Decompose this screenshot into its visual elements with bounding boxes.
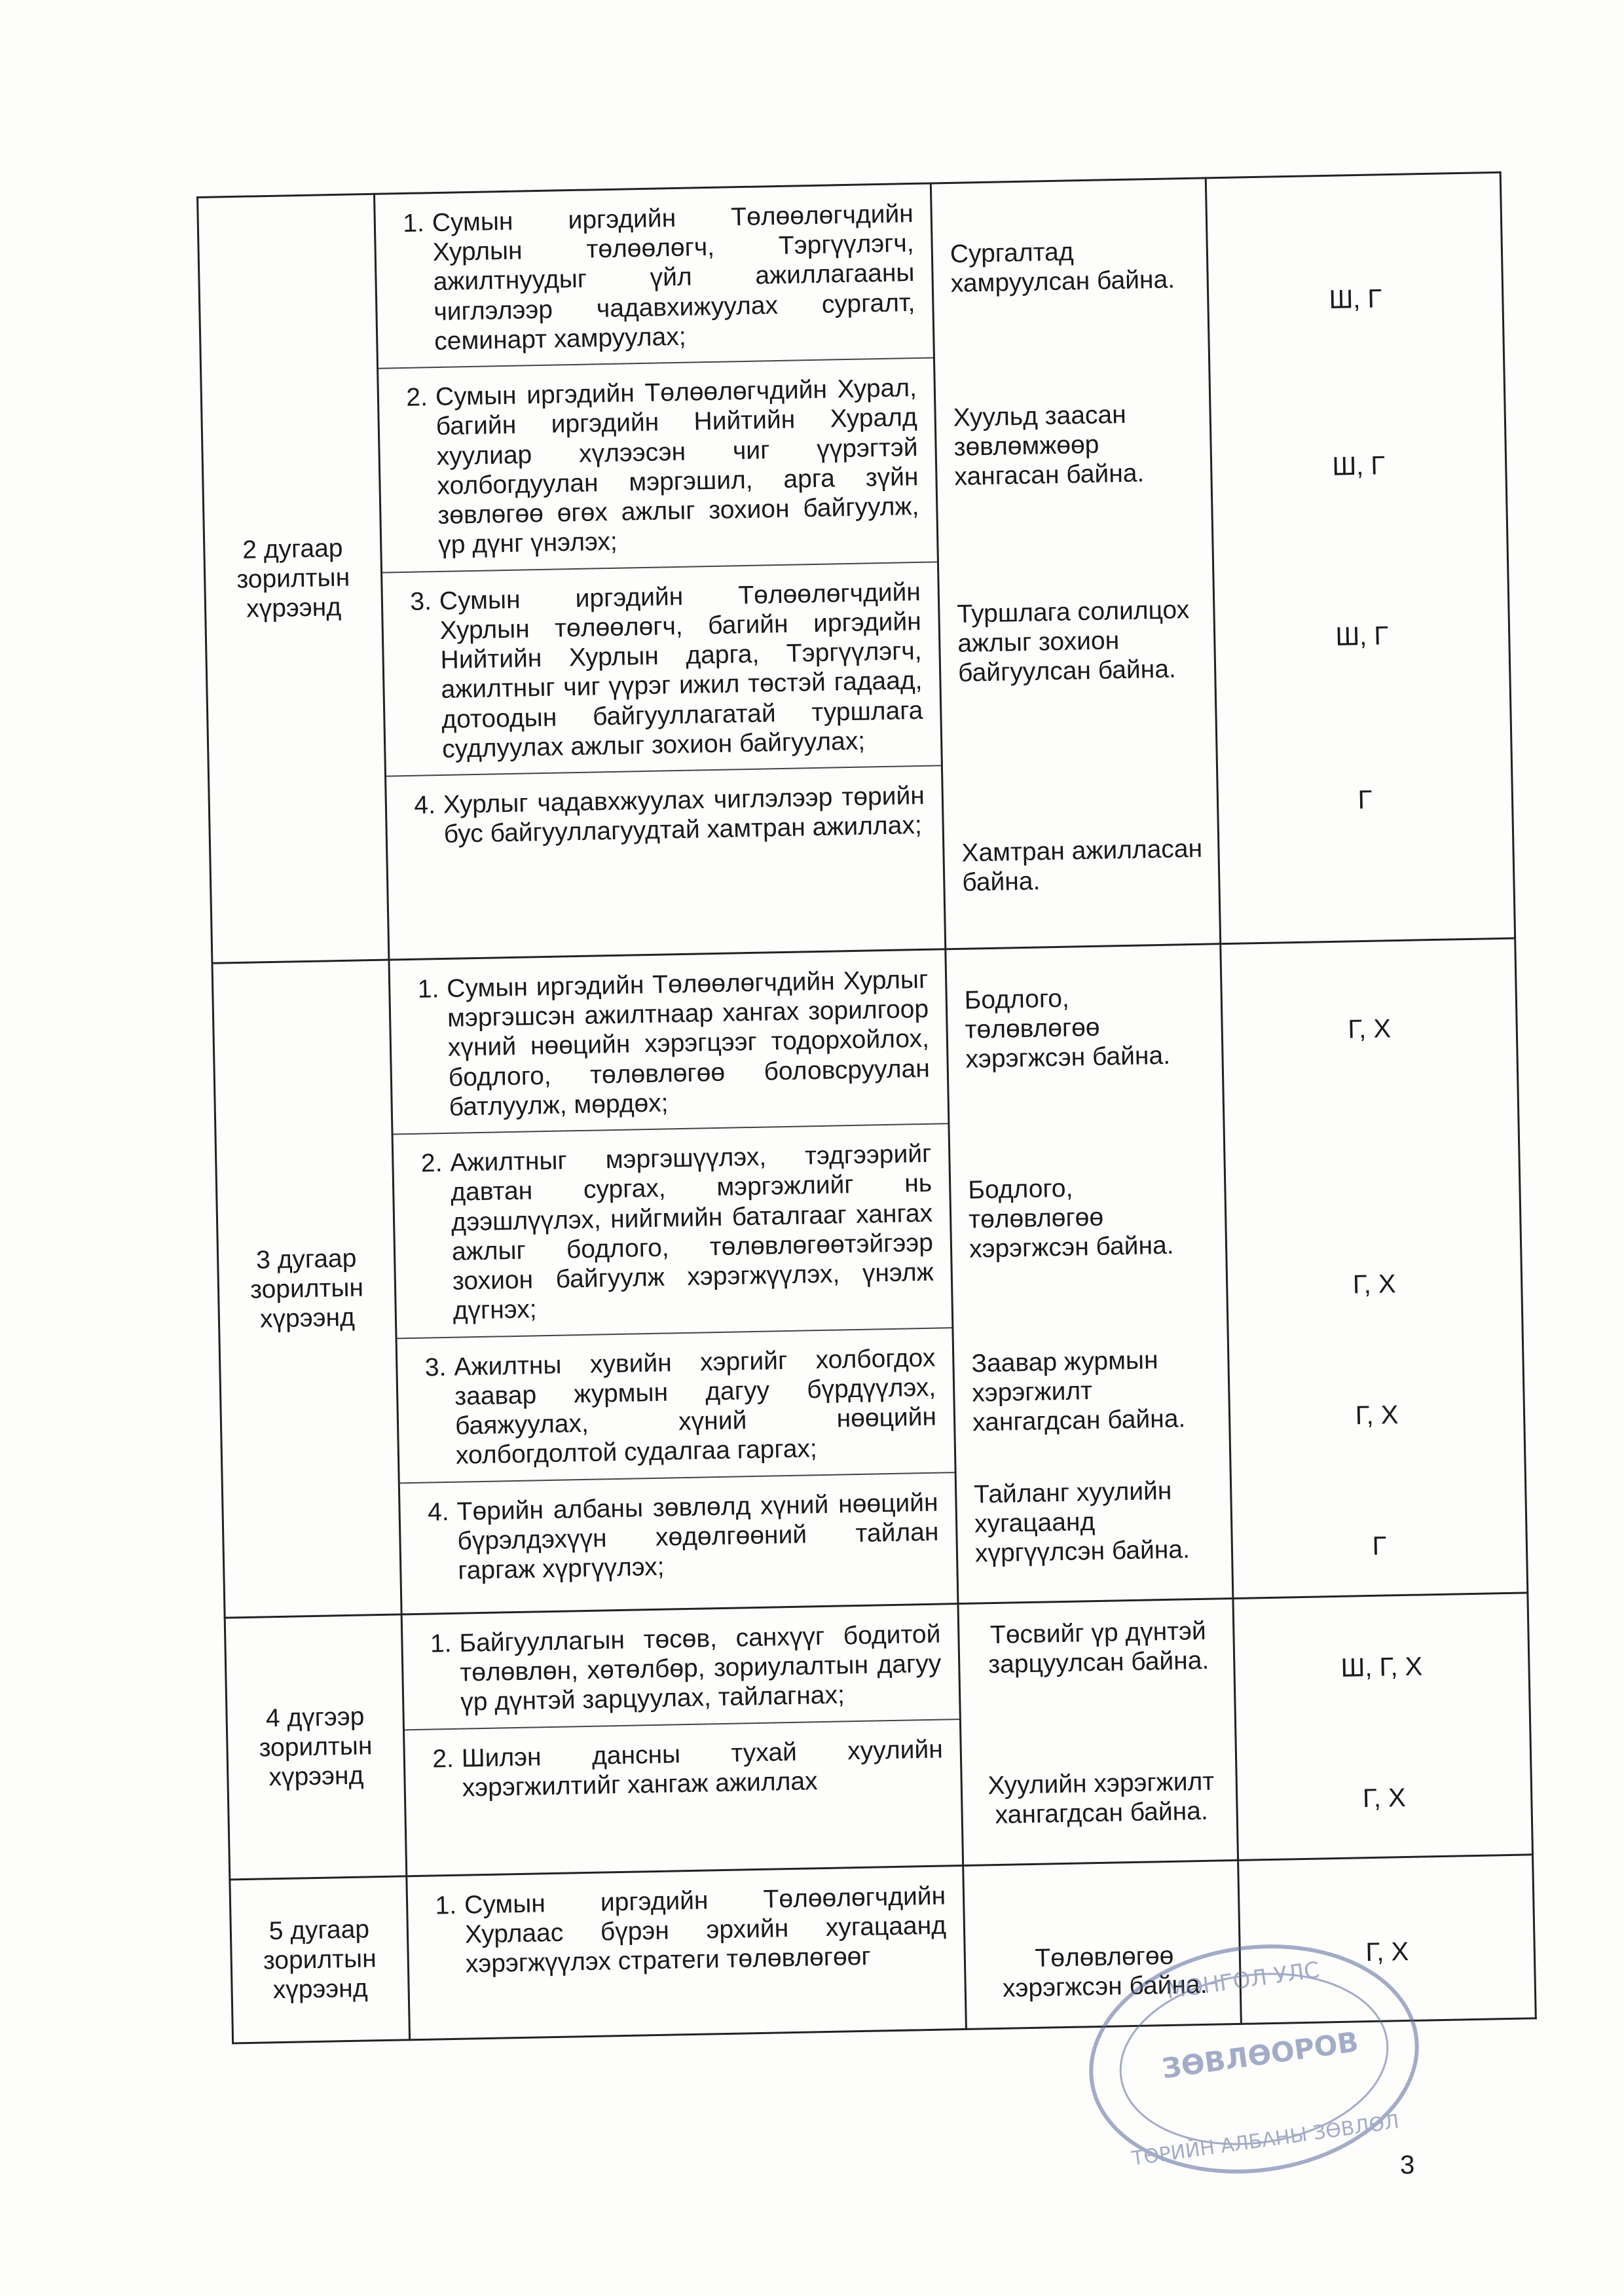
responsible-text: Ш, Г <box>1329 284 1382 314</box>
stamp-bottom-text: ТӨРИЙН АЛБАНЫ ЗӨВЛӨЛ <box>1130 2110 1401 2171</box>
table-row <box>198 172 1515 963</box>
activity-item: 3. Ажилтны хувийн хэргийг холбогдох заавар журмын дагуу бүрдүүлэх, баяжуулах, хүний нөөцийн холбогдолтой судалгаа гаргах; <box>397 1327 955 1482</box>
result-text: Сургалтад хамруулсан байна. <box>950 238 1175 299</box>
responsible-text: Г <box>1357 785 1373 815</box>
stamp-top-text: МОНГОЛ УЛС <box>1164 1956 1321 2005</box>
responsible-text: Г, Х <box>1352 1269 1396 1300</box>
result-text: Тайланг хуулийн хугацаанд хүргүүлсэн байна. <box>973 1476 1190 1569</box>
activity-item: 4. Хурлыг чадавхжуулах чиглэлээр төрийн бус байгууллагуудтай хамтран ажиллах; <box>386 765 942 861</box>
results-cell <box>946 944 1233 1604</box>
results-cell <box>931 178 1220 949</box>
plan-table <box>196 172 1537 2045</box>
result-text: Заавар журмын хэрэгжилт хангагдсан байна. <box>971 1346 1186 1438</box>
activities-cell <box>407 1865 967 2039</box>
result-text: Хуулийн хэрэгжилт хангагдсан байна. <box>987 1767 1215 1830</box>
result-text: Хамтран ажилласан байна. <box>961 834 1203 897</box>
responsible-text: Ш, Г, Х <box>1340 1652 1423 1683</box>
goal-cell: 5 дугаар зорилтын хүрээнд <box>230 1876 410 2043</box>
result-text: Бодлого, төлөвлөгөө хэрэгжсэн байна. <box>967 1174 1174 1264</box>
responsible-text: Г <box>1372 1531 1387 1561</box>
activity-item: 3. Сумын иргэдийн Төлөөлөгчдийн Хурлын төлөөлөгч, багийн иргэдийн Нийтийн Хурлын дарга, Тэргүүлэгч, ажилтныг чиг үүрэг ижил төстэй гадаад, дотоодын байгууллагатай туршлага судлуулах ажлыг зохион байгуулах; <box>382 561 941 776</box>
activities-cell <box>401 1604 963 1876</box>
results-cell <box>958 1599 1238 1866</box>
activity-item: 2. Сумын иргэдийн Төлөөлөгчдийн Хурал, багийн иргэдийн Нийтийн Хуралд хуулиар хүлээсэн чиг үүрэгтэй холбогдуулан мэргэшил, арга зүйн зөвлөгөө өгөх ажлыг зохион байгуулж, үр дүнг үнэлэх; <box>378 357 937 572</box>
responsible-text: Г, Х <box>1362 1783 1407 1813</box>
activity-item: 1. Сумын иргэдийн Төлөөлөгчдийн Хурлын төлөөлөгч, Тэргүүлэгч, ажилтнуудыг үйл ажиллагааны чиглэлээр чадавхижуулах сургалт, семинарт хамруулах; <box>402 199 915 355</box>
responsible-text: Г, Х <box>1355 1400 1399 1430</box>
result-text: Төлөвлөгөө хэрэгжсэн байна. <box>1002 1941 1208 2003</box>
result-text: Хуульд заасан зөвлөмжөөр хангасан байна. <box>953 400 1145 492</box>
goal-cell: 4 дүгээр зорилтын хүрээнд <box>225 1614 407 1880</box>
stamp-center-text: ЗӨВЛӨОРОВ <box>1160 2025 1361 2085</box>
activities-cell <box>389 949 958 1614</box>
page-number: 3 <box>1400 2151 1415 2179</box>
activities-cell <box>374 183 945 960</box>
activity-item: 4. Төрийн албаны зөвлөлд хүний нөөцийн бүрэлдэхүүн хөдөлгөөний тайлан гаргаж хүргүүлэх; <box>400 1472 957 1597</box>
activity-item: 1. Байгууллагын төсөв, санхүүг бодитой төлөвлөн, хөтөлбөр, зориулалтын дагуу үр дүнтэй зарцуулах, тайлагнах; <box>430 1620 942 1717</box>
result-text: Туршлага солилцох ажлыг зохион байгуулсан байна. <box>957 596 1190 688</box>
official-stamp <box>1064 1918 1431 2187</box>
goal-cell: 3 дугаар зорилтын хүрээнд <box>212 960 401 1618</box>
responsible-cell <box>1206 172 1515 943</box>
responsible-cell <box>1233 1593 1533 1861</box>
activity-item: 2. Шилэн дансны тухай хуулийн хэрэгжилтийг хангаж ажиллах <box>405 1719 961 1815</box>
responsible-text: Ш, Г <box>1332 451 1386 481</box>
goal-cell: 2 дугаар зорилтын хүрээнд <box>198 194 389 963</box>
responsible-text: Г, Х <box>1365 1937 1409 1967</box>
result-text: Төсвийг үр дүнтэй зарцуулсан байна. <box>987 1616 1209 1679</box>
result-text: Бодлого, төлөвлөгөө хэрэгжсэн байна. <box>964 984 1171 1074</box>
table-row <box>212 938 1528 1618</box>
responsible-text: Ш, Г <box>1335 621 1389 651</box>
responsible-cell <box>1221 938 1528 1598</box>
responsible-text: Г, Х <box>1347 1014 1392 1044</box>
activity-item: 2. Ажилтныг мэргэшүүлэх, тэдгээрийг давтан сургах, мэргэжлийг нь дээшлүүлэх, нийгмийн баталгааг хангах ажлыг бодлого, төлөвлөгөөтэйгээр зохион байгуулж хэрэгжүүлэх, үнэлж дүгнэх; <box>394 1123 952 1338</box>
activity-item: 1. Сумын иргэдийн Төлөөлөгчдийн Хурлыг мэргэшсэн ажилтнаар хангах зорилгоор хүний нөөцийн хэрэгцээг тодорхойлох, бодлого, төлөвлөгөө боловсруулан батлуулж, мөрдөх; <box>417 965 931 1121</box>
table-row <box>225 1593 1532 1880</box>
activity-item: 1. Сумын иргэдийн Төлөөлөгчдийн Хурлаас бүрэн эрхийн хугацаанд хэрэгжүүлэх стратеги төлөвлөгөөг <box>435 1882 947 1979</box>
